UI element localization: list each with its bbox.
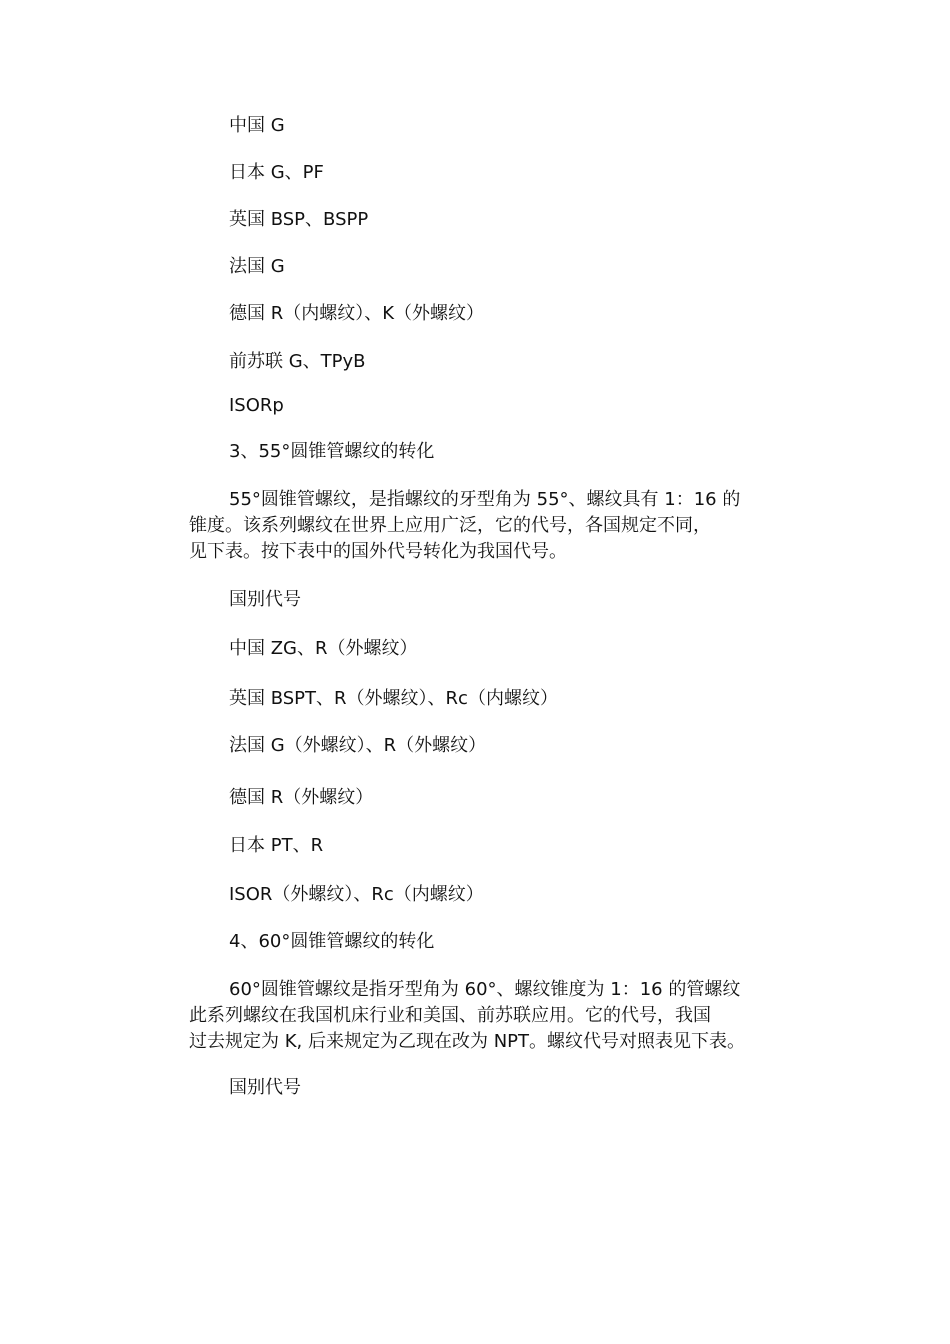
country-code-line-germany: 德国 R（内螺纹）、K（外螺纹） (229, 303, 485, 324)
table-row: 德国 R（外螺纹） (229, 787, 374, 808)
table-row: 英国 BSPT、R（外螺纹）、Rc（内螺纹） (229, 688, 558, 709)
table-row: 日本 PT、R (229, 835, 324, 856)
section-3-paragraph (189, 487, 789, 565)
paragraph-line: 此系列螺纹在我国机床行业和美国、前苏联应用。它的代号，我国 (189, 1005, 711, 1026)
paragraph-line: 过去规定为 K, 后来规定为乙现在改为 NPT。螺纹代号对照表见下表。 (189, 1031, 746, 1052)
paragraph-line: 锥度。该系列螺纹在世界上应用广泛，它的代号，各国规定不同， (189, 515, 711, 536)
table-row: ISOR（外螺纹）、Rc（内螺纹） (229, 884, 484, 905)
table-header: 国别代号 (229, 589, 301, 610)
table-row: 中国 ZG、R（外螺纹） (229, 638, 418, 659)
section-heading-3: 3、55°圆锥管螺纹的转化 (229, 441, 435, 462)
paragraph-line: 55°圆锥管螺纹，是指螺纹的牙型角为 55°、螺纹具有 1：16 的 (229, 489, 741, 510)
country-code-line-ussr: 前苏联 G、TPyB (229, 351, 366, 372)
country-code-line-iso: ISORp (229, 395, 284, 416)
table-header: 国别代号 (229, 1077, 301, 1098)
country-code-line-china: 中国 G (229, 115, 285, 136)
section-heading-4: 4、60°圆锥管螺纹的转化 (229, 931, 435, 952)
paragraph-line: 见下表。按下表中的国外代号转化为我国代号。 (189, 541, 567, 562)
paragraph-line: 60°圆锥管螺纹是指牙型角为 60°、螺纹锥度为 1：16 的管螺纹 (229, 979, 741, 1000)
section-4-paragraph (189, 977, 789, 1055)
country-code-line-uk: 英国 BSP、BSPP (229, 209, 369, 230)
country-code-line-japan: 日本 G、PF (229, 162, 324, 183)
country-code-line-france: 法国 G (229, 256, 285, 277)
table-row: 法国 G（外螺纹）、R（外螺纹） (229, 735, 487, 756)
